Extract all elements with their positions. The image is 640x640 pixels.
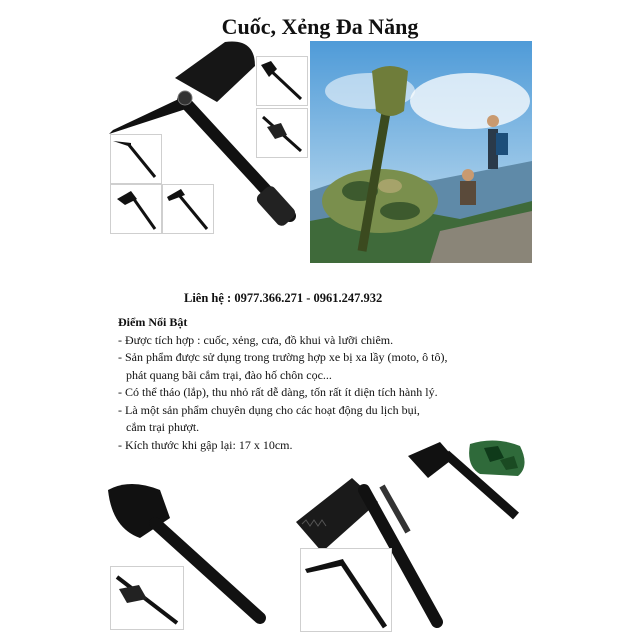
thumbnail-saw-blade <box>110 566 184 630</box>
feature-line: - Có thể tháo (lắp), thu nhỏ rất dễ dàng, tốn rất ít diện tích hành lý. <box>118 385 438 399</box>
feature-line: phát quang bãi cắm trại, đào hố chôn cọc... <box>126 367 332 382</box>
features-heading: Điểm Nổi Bật <box>118 315 188 329</box>
thumbnail-shovel <box>256 56 308 106</box>
feature-line: - Là một sản phẩm chuyên dụng cho các hoạt động du lịch bụi, <box>118 402 420 417</box>
thumbnail-saw <box>256 108 308 158</box>
feature-line: - Kích thước khi gập lại: 17 x 10cm. <box>118 437 293 452</box>
thumbnail-pick <box>110 134 162 184</box>
thumbnail-pick-folded <box>300 548 392 632</box>
feature-line: cắm trại phượt. <box>126 420 200 434</box>
page-title: Cuốc, Xẻng Đa Năng <box>221 14 419 39</box>
feature-line: - Sản phẩm được sử dụng trong trường hợp xe bị xa lầy (moto, ô tô), <box>118 350 448 364</box>
hiking-photo <box>310 41 532 263</box>
contact-line: Liên hệ : 0977.366.271 - 0961.247.932 <box>184 291 383 305</box>
thumbnail-hoe <box>110 184 162 234</box>
features-block <box>118 314 538 454</box>
feature-line: - Được tích hợp : cuốc, xẻng, cưa, đồ khui và lưỡi chiêm. <box>118 332 394 347</box>
thumbnail-axe <box>162 184 214 234</box>
